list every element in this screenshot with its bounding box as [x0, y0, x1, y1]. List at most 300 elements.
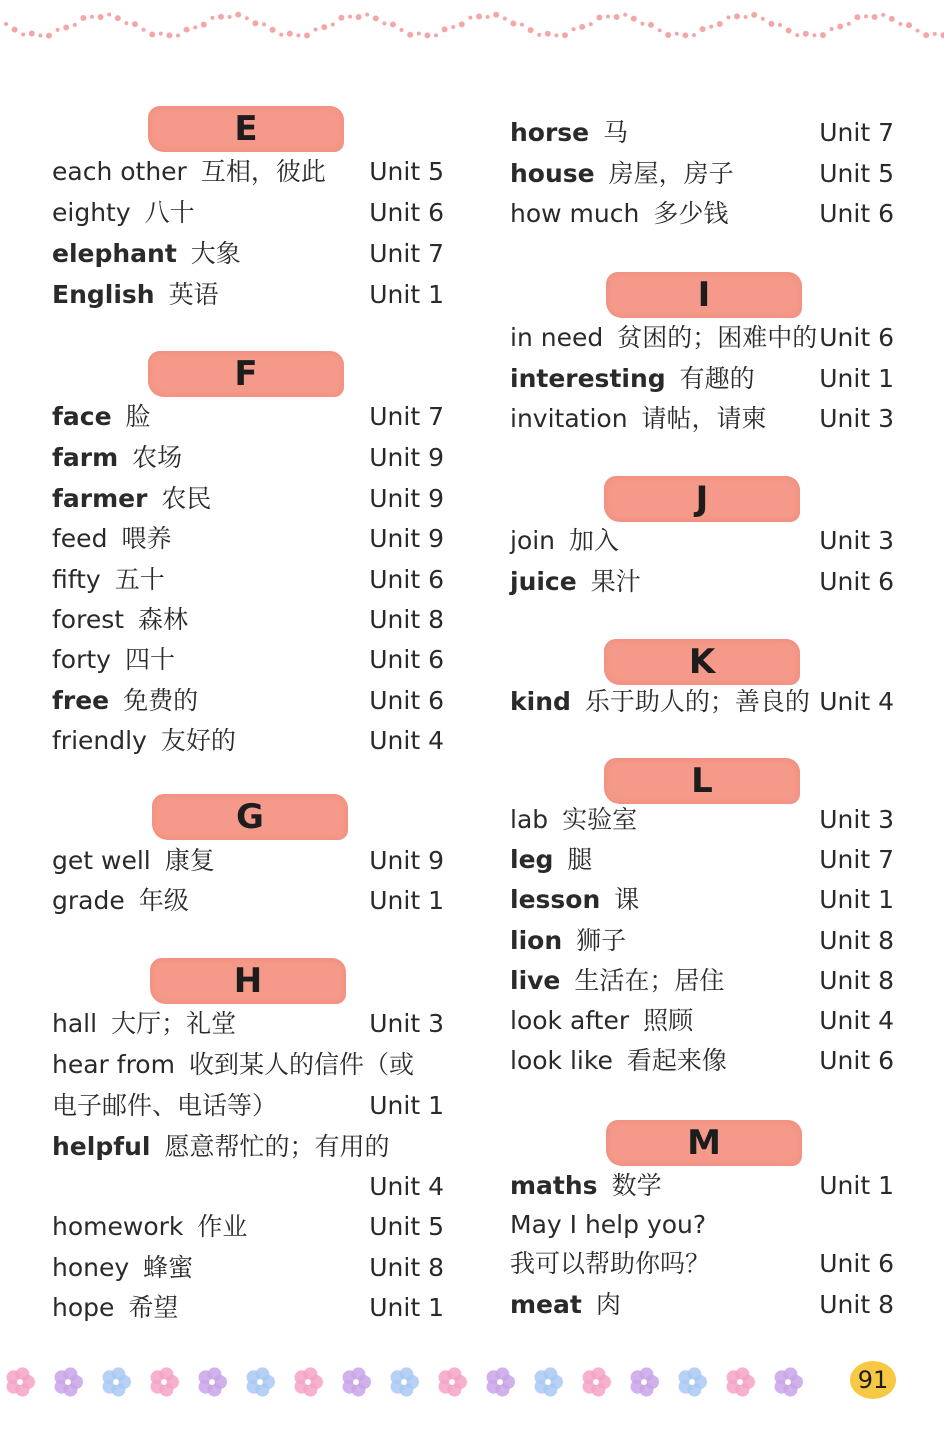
flower-icon	[631, 1367, 659, 1396]
entry-word: eighty	[52, 198, 131, 227]
border-dot	[124, 21, 128, 25]
border-dot	[864, 14, 868, 18]
entry-unit: Unit 3	[819, 404, 894, 433]
entry-meaning: 年级	[138, 886, 189, 915]
entry-in-need	[510, 318, 894, 358]
entry-meaning: 五十	[114, 565, 165, 594]
border-dot	[107, 13, 111, 17]
border-dot	[881, 13, 885, 17]
border-dot	[12, 27, 18, 33]
entry-meaning: 电子邮件、电话等）	[52, 1091, 278, 1120]
border-dot	[837, 24, 843, 30]
letter-badge-e: E	[148, 106, 344, 152]
entry-how-much	[510, 194, 894, 234]
border-dot	[98, 14, 104, 20]
border-dot	[933, 32, 937, 36]
letter-badge-h: H	[150, 958, 346, 1004]
entry-meaning: 农场	[132, 443, 183, 472]
border-dot	[331, 23, 335, 27]
entry-word: face	[52, 402, 112, 431]
border-dot	[923, 32, 929, 38]
flower-icon	[487, 1367, 515, 1396]
border-dot	[29, 31, 35, 37]
entry-unit: Unit 3	[369, 1009, 444, 1038]
entry-word: kind	[510, 687, 571, 716]
entry-word: how much	[510, 199, 640, 228]
border-dot	[193, 25, 197, 29]
border-dot	[459, 21, 465, 27]
entry-word: hall	[52, 1009, 98, 1038]
entry-meaning: 希望	[128, 1293, 179, 1322]
entry-word: feed	[52, 524, 108, 553]
entry-unit: Unit 4	[369, 1172, 444, 1201]
border-dot	[537, 33, 541, 37]
entry-word: each other	[52, 157, 187, 186]
entry-lab	[510, 800, 894, 840]
border-dot	[73, 23, 77, 27]
entry-grade	[52, 881, 444, 921]
border-dot	[287, 31, 293, 37]
border-dot	[201, 22, 207, 28]
entry-word: house	[510, 159, 595, 188]
flower-icon	[247, 1367, 275, 1396]
entry-meaning: 愿意帮忙的；有用的	[164, 1132, 390, 1161]
border-dot	[640, 22, 644, 26]
entry-helpful-unit	[52, 1167, 444, 1207]
border-dot	[176, 34, 180, 38]
entry-farm	[52, 438, 444, 478]
entry-meat	[510, 1285, 894, 1325]
border-dot	[252, 20, 258, 26]
flower-icon	[439, 1367, 467, 1396]
entry-unit: Unit 6	[819, 323, 894, 352]
flower-icon	[775, 1367, 803, 1396]
border-dot	[889, 16, 895, 22]
entry-unit: Unit 4	[369, 726, 444, 755]
entry-meaning: 森林	[138, 605, 189, 634]
border-dot	[373, 15, 379, 21]
entry-unit: Unit 8	[819, 1290, 894, 1319]
entry-unit: Unit 6	[819, 1249, 894, 1278]
entry-unit: Unit 6	[369, 645, 444, 674]
entry-horse	[510, 113, 894, 153]
entry-unit: Unit 4	[819, 1006, 894, 1035]
entry-unit: Unit 5	[369, 1212, 444, 1241]
border-dot	[812, 33, 816, 37]
entry-helpful	[52, 1127, 444, 1167]
entry-english	[52, 275, 444, 315]
entry-word: meat	[510, 1290, 582, 1319]
entry-unit: Unit 1	[819, 885, 894, 914]
entry-word: free	[52, 686, 110, 715]
border-dot	[554, 33, 558, 37]
letter-badge-k: K	[604, 639, 800, 685]
entry-unit: Unit 6	[369, 565, 444, 594]
border-dot	[648, 22, 654, 28]
border-dot	[786, 27, 792, 33]
border-dot	[761, 17, 765, 21]
entry-word: lab	[510, 805, 549, 834]
border-dot	[218, 14, 224, 20]
border-dot	[56, 28, 60, 32]
letter-badge-g: G	[152, 794, 348, 840]
border-dot	[709, 25, 713, 29]
entry-word: horse	[510, 118, 590, 147]
entry-hope	[52, 1288, 444, 1328]
entry-meaning: 康复	[164, 846, 215, 875]
entry-meaning: 多少钱	[653, 199, 729, 228]
entry-unit: Unit 8	[819, 926, 894, 955]
entry-hall	[52, 1004, 444, 1044]
entry-word: join	[510, 526, 556, 555]
flower-icon	[727, 1367, 755, 1396]
flower-icon	[535, 1367, 563, 1396]
entry-meaning: 收到某人的信件（或	[188, 1050, 414, 1079]
entry-unit: Unit 1	[369, 1293, 444, 1322]
entry-unit: Unit 8	[369, 1253, 444, 1282]
border-dot	[451, 25, 455, 29]
entry-look-after	[510, 1001, 894, 1041]
entry-unit: Unit 6	[369, 198, 444, 227]
entry-unit: Unit 6	[819, 1046, 894, 1075]
entry-word: look after	[510, 1006, 630, 1035]
entry-unit: Unit 1	[819, 364, 894, 393]
border-dot	[520, 23, 524, 27]
entry-unit: Unit 1	[369, 886, 444, 915]
border-dot	[778, 23, 782, 27]
border-dot	[235, 12, 241, 18]
letter-badge-i: I	[606, 272, 802, 318]
entry-homework	[52, 1207, 444, 1247]
entry-live	[510, 961, 894, 1001]
letter-badge-l: L	[604, 758, 800, 804]
entry-unit: Unit 5	[819, 159, 894, 188]
border-dot	[442, 26, 448, 32]
entry-unit: Unit 7	[819, 118, 894, 147]
entry-word: in need	[510, 323, 604, 352]
entry-word: homework	[52, 1212, 184, 1241]
entry-meaning: 看起来像	[626, 1046, 727, 1075]
entry-word: interesting	[510, 364, 666, 393]
top-dotted-border	[0, 0, 944, 60]
border-dot	[795, 33, 799, 37]
border-dot	[623, 13, 627, 17]
flower-icon	[103, 1367, 131, 1396]
border-dot	[38, 33, 42, 37]
border-dot	[245, 16, 249, 20]
border-dot	[382, 21, 386, 25]
entry-meaning: 房屋，房子	[608, 159, 734, 188]
border-dot	[589, 22, 593, 26]
letter-badge-f: F	[148, 351, 344, 397]
entry-word: lesson	[510, 885, 601, 914]
border-dot	[510, 21, 516, 27]
entry-unit: Unit 1	[369, 280, 444, 309]
border-dot	[115, 15, 121, 21]
entry-face	[52, 397, 444, 437]
border-dot	[916, 29, 920, 33]
entry-word: lion	[510, 926, 563, 955]
entry-meaning: 实验室	[562, 805, 638, 834]
entry-unit: Unit 1	[819, 1171, 894, 1200]
entry-meaning: 课	[614, 885, 640, 914]
entry-unit: Unit 6	[819, 199, 894, 228]
entry-unit: Unit 8	[819, 966, 894, 995]
entry-hear-from-cont	[52, 1086, 444, 1126]
entry-meaning: 农民	[161, 484, 212, 513]
border-dot	[872, 14, 878, 20]
entry-word: English	[52, 280, 155, 309]
entry-unit: Unit 1	[369, 1091, 444, 1120]
entry-unit: Unit 9	[369, 524, 444, 553]
entry-meaning: 照顾	[643, 1006, 694, 1035]
border-dot	[854, 14, 860, 20]
entry-word: farmer	[52, 484, 148, 513]
entry-forest	[52, 600, 444, 640]
border-dot	[572, 27, 576, 31]
entry-meaning: 请帖，请柬	[641, 404, 767, 433]
border-dot	[132, 21, 138, 27]
entry-word: get well	[52, 846, 151, 875]
border-dot	[21, 32, 25, 36]
entry-unit: Unit 7	[819, 845, 894, 874]
border-dot	[338, 15, 344, 21]
border-dot	[847, 22, 851, 26]
entry-meaning: 蜂蜜	[143, 1253, 194, 1282]
entry-meaning: 免费的	[123, 686, 199, 715]
entry-meaning: 贫困的；困难中的	[617, 323, 818, 352]
entry-honey	[52, 1248, 444, 1288]
entry-word: friendly	[52, 726, 147, 755]
entry-unit: Unit 9	[369, 484, 444, 513]
flower-icon	[295, 1367, 323, 1396]
border-dot	[314, 28, 318, 32]
border-dot	[803, 31, 809, 37]
entry-unit: Unit 7	[369, 402, 444, 431]
flower-icon	[151, 1367, 179, 1396]
border-dot	[820, 32, 826, 38]
border-dot	[476, 14, 482, 20]
entry-feed	[52, 519, 444, 559]
border-dot	[80, 15, 86, 21]
entry-word: helpful	[52, 1132, 151, 1161]
entry-meaning: 生活在；居住	[574, 966, 725, 995]
entry-invitation	[510, 399, 894, 439]
border-dot	[682, 32, 688, 38]
entry-word: look like	[510, 1046, 613, 1075]
entry-each-other	[52, 152, 444, 192]
border-dot	[658, 28, 662, 32]
entry-unit: Unit 7	[369, 239, 444, 268]
entry-forty	[52, 640, 444, 680]
entry-meaning: 果汁	[590, 567, 641, 596]
flower-icon	[343, 1367, 371, 1396]
entry-word: hope	[52, 1293, 115, 1322]
entry-elephant	[52, 234, 444, 274]
entry-meaning: 友好的	[160, 726, 236, 755]
border-dot	[898, 22, 902, 26]
border-dot	[356, 14, 362, 20]
border-dot	[142, 28, 146, 32]
border-dot	[424, 32, 430, 38]
border-dot	[734, 13, 740, 19]
border-dot	[417, 32, 421, 36]
border-dot	[149, 32, 155, 38]
entry-may-i-help-you	[510, 1205, 894, 1245]
border-dot	[545, 31, 551, 37]
border-dot	[596, 15, 602, 21]
entry-fifty	[52, 560, 444, 600]
entry-free	[52, 681, 444, 721]
border-dot	[675, 32, 679, 36]
flower-icon	[679, 1367, 707, 1396]
border-dot	[46, 33, 52, 39]
border-dot	[631, 16, 637, 22]
entry-meaning: 我可以帮助你吗？	[510, 1249, 711, 1278]
entry-lion	[510, 921, 894, 961]
entry-meaning: 八十	[144, 198, 195, 227]
border-dot	[562, 32, 568, 38]
entry-may-i-help-you-cont	[510, 1244, 894, 1284]
entry-word: honey	[52, 1253, 130, 1282]
entry-unit: Unit 3	[819, 805, 894, 834]
entry-meaning: 乐于助人的；善良的	[584, 687, 810, 716]
border-dot	[166, 32, 172, 38]
border-dot	[726, 15, 730, 19]
entry-meaning: 大象	[190, 239, 241, 268]
entry-unit: Unit 5	[369, 157, 444, 186]
border-dot	[321, 24, 327, 30]
entry-eighty	[52, 193, 444, 233]
flower-icon	[583, 1367, 611, 1396]
entry-word: maths	[510, 1171, 598, 1200]
letter-badge-j: J	[604, 476, 800, 522]
border-dot	[63, 25, 69, 31]
entry-word: forty	[52, 645, 111, 674]
entry-word: fifty	[52, 565, 101, 594]
border-dot	[606, 14, 610, 18]
flower-icon	[55, 1367, 83, 1396]
border-dot	[744, 15, 748, 19]
entry-word: leg	[510, 845, 554, 874]
border-dot	[503, 17, 507, 21]
flower-icon	[7, 1367, 35, 1396]
entry-meaning: 脸	[125, 402, 151, 431]
entry-word: farm	[52, 443, 119, 472]
entry-meaning: 加入	[569, 526, 620, 555]
entry-maths	[510, 1166, 894, 1206]
entry-look-like	[510, 1041, 894, 1081]
entry-word: live	[510, 966, 561, 995]
entry-unit: Unit 6	[819, 567, 894, 596]
entry-word: invitation	[510, 404, 628, 433]
border-dot	[830, 27, 834, 31]
border-dot	[614, 14, 620, 20]
border-dot	[270, 27, 276, 33]
border-dot	[279, 33, 283, 37]
border-dot	[768, 21, 774, 27]
border-dot	[434, 33, 438, 37]
border-dot	[390, 22, 396, 28]
entry-unit: Unit 9	[369, 443, 444, 472]
border-dot	[90, 15, 94, 19]
border-dot	[528, 27, 534, 33]
border-dot	[365, 13, 369, 17]
entry-meaning: 互相，彼此	[200, 157, 326, 186]
entry-word: juice	[510, 567, 577, 596]
entry-meaning: 四十	[124, 645, 175, 674]
border-dot	[665, 32, 671, 38]
border-dot	[468, 16, 472, 20]
border-dot	[228, 15, 232, 19]
border-dot	[296, 33, 300, 37]
entry-meaning: 英语	[168, 280, 219, 309]
border-dot	[159, 32, 163, 36]
entry-meaning: 大厅；礼堂	[111, 1009, 237, 1038]
flower-icon	[199, 1367, 227, 1396]
entry-farmer	[52, 479, 444, 519]
letter-badge-m: M	[606, 1120, 802, 1166]
entry-leg	[510, 840, 894, 880]
border-dot	[348, 15, 352, 19]
entry-friendly	[52, 721, 444, 761]
flower-icon	[391, 1367, 419, 1396]
entry-word: elephant	[52, 239, 177, 268]
border-dot	[579, 24, 585, 30]
entry-hear-from	[52, 1045, 444, 1085]
entry-join	[510, 521, 894, 561]
border-dot	[692, 33, 696, 37]
border-dot	[940, 32, 944, 38]
entry-unit: Unit 4	[819, 687, 894, 716]
entry-unit: Unit 9	[369, 846, 444, 875]
border-dot	[717, 21, 723, 27]
border-dot	[210, 16, 214, 20]
entry-lesson	[510, 880, 894, 920]
entry-meaning: 数学	[611, 1171, 662, 1200]
border-dot	[486, 15, 490, 19]
entry-interesting	[510, 359, 894, 399]
entry-meaning: 肉	[595, 1290, 621, 1319]
border-dot	[304, 32, 310, 38]
entry-word: forest	[52, 605, 125, 634]
border-dot	[400, 28, 404, 32]
entry-word: grade	[52, 886, 125, 915]
entry-meaning: 有趣的	[679, 364, 755, 393]
border-dot	[906, 22, 912, 28]
border-dot	[4, 22, 8, 26]
entry-kind	[510, 682, 894, 722]
entry-unit: Unit 6	[369, 686, 444, 715]
entry-meaning: 狮子	[576, 926, 627, 955]
border-dot	[184, 27, 190, 33]
entry-meaning: 作业	[197, 1212, 248, 1241]
entry-get-well	[52, 841, 444, 881]
entry-meaning: 喂养	[121, 524, 172, 553]
flower-border	[0, 1355, 944, 1415]
entry-word: hear from	[52, 1050, 175, 1079]
entry-unit: Unit 8	[369, 605, 444, 634]
entry-unit: Unit 3	[819, 526, 894, 555]
entry-meaning: 腿	[567, 845, 593, 874]
border-dot	[493, 12, 499, 18]
entry-house	[510, 154, 894, 194]
entry-juice	[510, 562, 894, 602]
entry-word: May I help you?	[510, 1210, 707, 1239]
border-dot	[751, 12, 757, 18]
entry-meaning: 马	[603, 118, 629, 147]
border-dot	[700, 26, 706, 32]
